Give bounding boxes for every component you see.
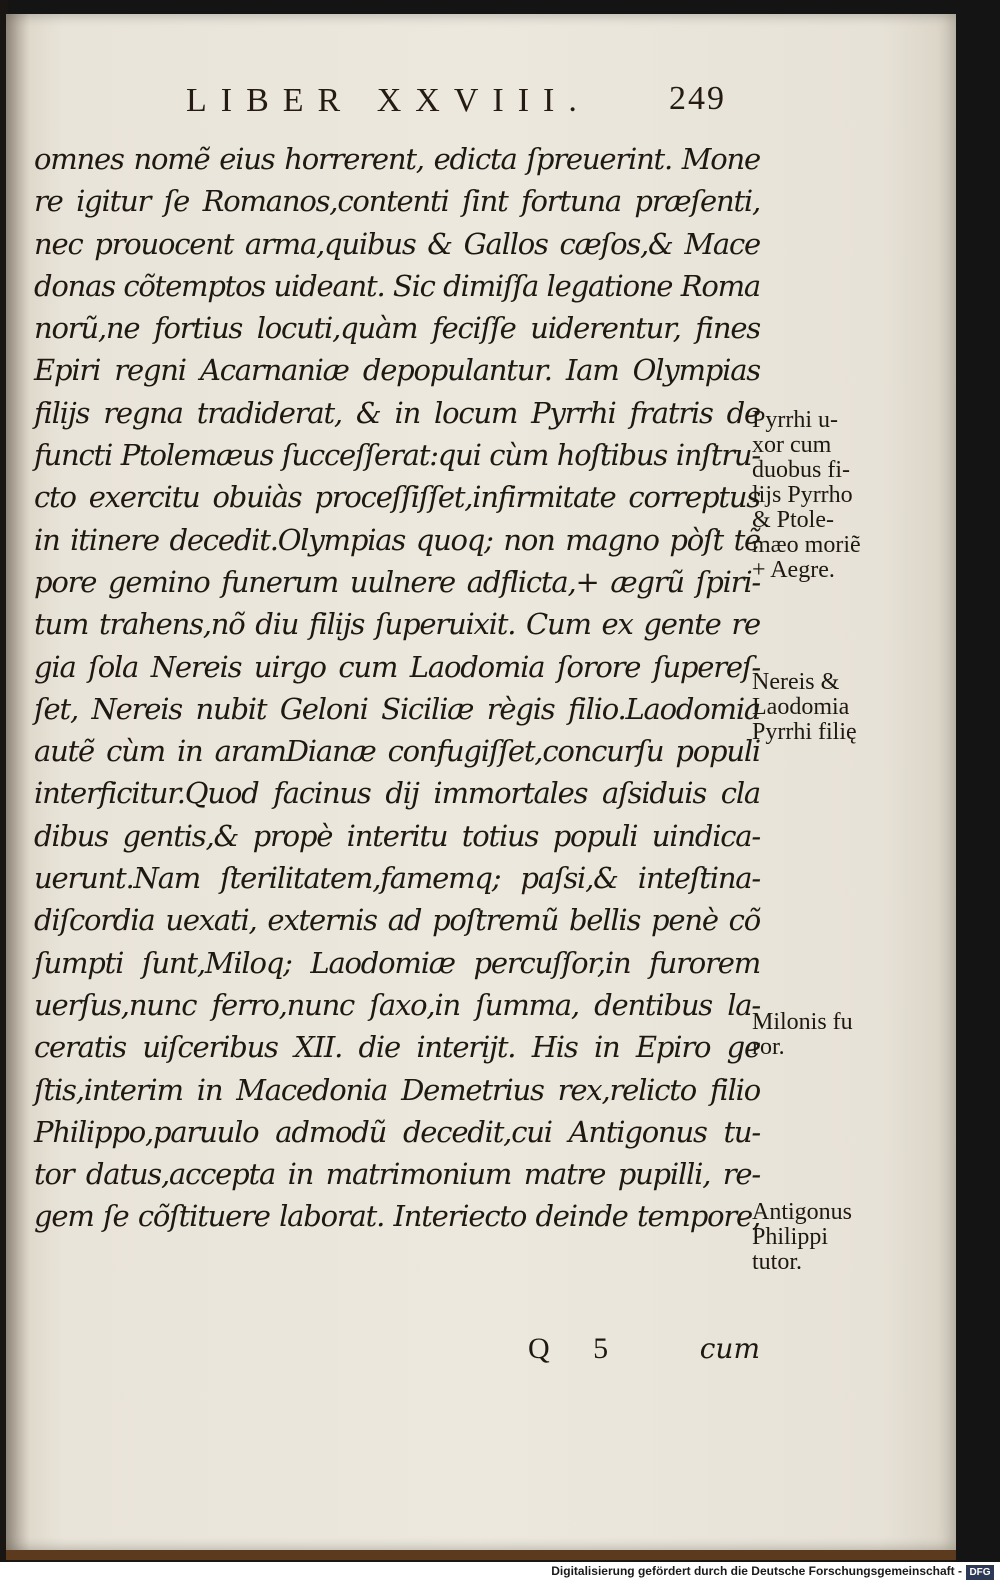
running-title: LIBER XXVIII. [186,82,591,119]
body-text [34,138,760,1238]
note-line: Pyrrhi u- [752,407,838,433]
marginal-note-antigonus [752,1200,922,1275]
spine-shadow [6,14,30,1550]
note-line: mæo moriẽ [752,532,861,558]
text-line: in itinere decedit.Olympias quoq; non magno pòſt tẽ [34,522,760,557]
note-line: + Aegre. [752,557,835,583]
text-line: nec prouocent arma,quibus & Gallos cæſos,& Mace [34,226,760,261]
note-line: Milonis fu [752,1009,853,1035]
catchword: cum [699,1332,760,1365]
note-line: Laodomia [752,694,850,720]
text-line: functi Ptolemæus ſucceſſerat:qui cùm hoſtibus inſtru- [34,438,760,473]
marginal-note-pyrrhi-uxor [752,408,922,583]
scan-frame-right [956,0,1000,1584]
text-line: norũ,ne fortius locuti,quàm feciſſe uiderentur, fines [34,311,760,346]
text-line: dibus gentis,& propè interitu totius populi uindica- [34,818,760,853]
text-line: Epiri regni Acarnaniæ depopulantur. Iam Olympias [34,353,760,388]
text-line: ſet, Nereis nubit Geloni Siciliæ règis filio.Laodomia [34,691,760,726]
text-line: ceratis uiſceribus XII. die interijt. His in Epiro ge [34,1030,760,1065]
text-line: interficitur.Quod facinus dij immortales aſsiduis cla [34,776,760,811]
text-line: uerunt.Nam ſterilitatem,famemq; paſsi,& inteſtina- [34,861,760,896]
note-line: Pyrrhi filię [752,719,857,745]
note-line: lijs Pyrrho [752,482,853,508]
text-line: re igitur ſe Romanos,contenti ſint fortuna præſenti, [34,184,760,219]
text-line: Philippo,paruulo admodũ decedit,cui Antigonus tu- [34,1114,760,1149]
text-line: uerſus,nunc ferro,nunc ſaxo,in ſumma, dentibus la- [34,987,760,1022]
text-line: tum trahens,nõ diu filijs ſuperuixit. Cum ex gente re [34,607,760,642]
text-line: pore gemino funerum uulnere adflicta,+ ægrũ ſpiri- [34,564,760,599]
text-line: ſumpti ſunt,Miloq; Laodomiæ percuſſor,in furorem [34,945,760,980]
text-line: ſtis,interim in Macedonia Demetrius rex,relicto filio [34,1072,760,1107]
note-line: Antigonus [752,1199,853,1225]
text-line: gia ſola Nereis uirgo cum Laodomia ſorore ſupereſ- [34,649,760,684]
text-line: diſcordia uexati, externis ad poſtremũ bellis penè cõ [34,903,760,938]
text-line: omnes nomẽ eius horrerent, edicta ſpreuerint. Mone [34,142,760,176]
text-line: cto exercitu obuiàs proceſſiſſet,infirmitate correptus [34,480,760,515]
marginal-note-nereis [752,670,922,745]
text-line: filijs regna tradiderat, & in locum Pyrrhi fratris de [34,395,760,430]
marginal-note-milonis [752,1010,922,1060]
dfg-logo: DFG [966,1565,994,1580]
note-line: & Ptole- [752,507,834,533]
signature-mark: Q 5 [528,1332,627,1365]
text-line: gem ſe cõſtituere laborat. Interiecto deinde tempore, [34,1199,760,1234]
running-head [186,82,726,128]
note-line: xor cum [752,432,832,458]
note-line: Nereis & [752,669,840,695]
text-line: donas cõtemptos uideant. Sic dimiſſa legatione Roma [34,268,760,303]
page-footer [34,1332,760,1372]
book-page [6,14,956,1560]
credit-bar [0,1562,1000,1584]
note-line: ror. [752,1034,785,1060]
credit-text: Digitalisierung gefördert durch die Deutsche Forschungsgemeinschaft - [551,1564,962,1578]
note-line: tutor. [752,1249,803,1275]
text-line: autẽ cùm in aramDianæ confugiſſet,concurſu populi [34,734,760,769]
folio-number: 249 [669,80,726,117]
scan-frame-top [0,0,1000,14]
note-line: Philippi [752,1224,829,1250]
text-line: tor datus,accepta in matrimonium matre pupilli, re- [34,1157,760,1192]
note-line: duobus fi- [752,457,850,483]
